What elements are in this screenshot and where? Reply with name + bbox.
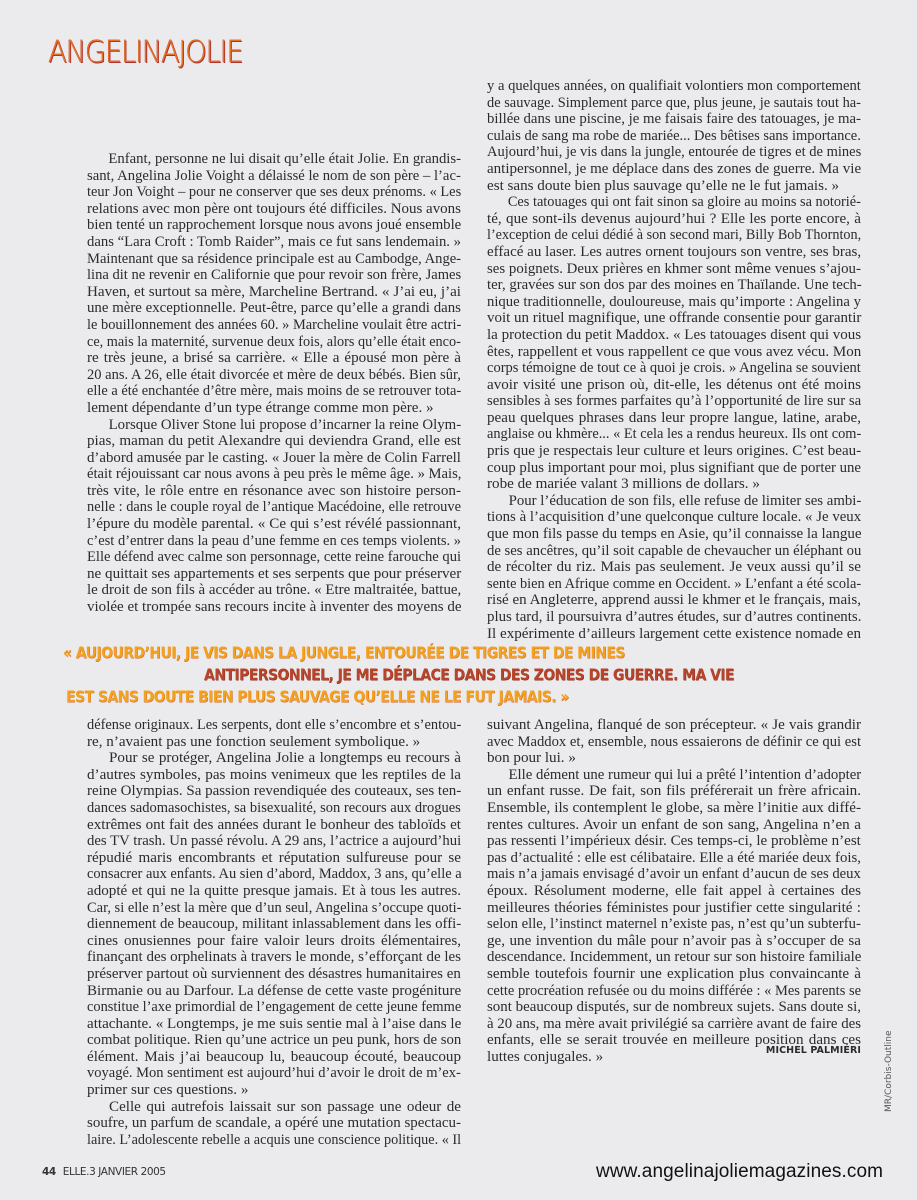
article-line: violée et trompée sans recours incite à inventer des moyens de: [87, 599, 462, 616]
article-line: de récolter du riz. Mais pas seulement. Je veux aussi qu’il se: [487, 559, 861, 576]
article-line: ge, une invention du mâle pour n’avoir pas à s’occuper de sa: [487, 932, 861, 949]
article-line: plus tard, il poursuivra d’autres études, sur d’autres continents.: [487, 609, 862, 625]
article-line: attachante. « Longtemps, je me suis sentie mal à l’aise dans le: [87, 1015, 462, 1032]
article-line: luttes conjugales. »: [487, 1048, 604, 1065]
article-line: Il expérimente d’ailleurs largement cette existence nomade en: [487, 625, 861, 642]
article-line: Pour l’éducation de son fils, elle refuse de limiter ses ambi-: [508, 492, 862, 509]
article-line: mais n’a jamais envisagé d’avoir un enfant d’aucun de ses deux: [487, 866, 861, 883]
article-line: Lorsque Oliver Stone lui propose d’incarner la reine Olym-: [108, 416, 462, 433]
page-footer: [42, 1166, 166, 1178]
article-line: corps témoigne de tout ce à quoi je crois. » Angelina se souvient: [487, 360, 861, 377]
article-line: cines onusiennes pour faire valoir leurs droits élémentaires,: [87, 932, 461, 949]
article-line: le bouillonnement des années 60. » Marcheline voulait être actri-: [87, 316, 462, 333]
article-line: Enfant, personne ne lui disait qu’elle était Jolie. En grandis-: [108, 151, 462, 167]
article-line: c’est d’entrer dans la peau d’une femme en ces temps violents. »: [87, 532, 462, 549]
article-line: Pour se protéger, Angelina Jolie a longtemps eu recours à: [109, 750, 461, 767]
article-line: combat politique. Rien qu’une actrice un peu punk, hors de son: [87, 1032, 462, 1049]
article-line: est sans doute bien plus sauvage qu’elle ne le fut jamais. »: [487, 177, 840, 194]
article-line: 20 ans. A 26, elle était divorcée et mère de deux bébés. Bien sûr,: [87, 366, 461, 383]
article-line: élément. Mais j’ai beaucoup lu, beaucoup écouté, beaucoup: [87, 1048, 461, 1065]
article-line: la protection du petit Maddox. « Les tatouages disent qui vous: [487, 326, 862, 343]
article-column-right-top: [487, 78, 861, 642]
article-paragraph: [487, 493, 861, 642]
article-line: Haven, et surtout sa mère, Marcheline Bertrand. « J’ai eu, j’ai: [87, 283, 461, 300]
page-title: ANGELINAJOLIE: [48, 35, 243, 70]
article-line: Ces tatouages qui ont fait sinon sa gloire au moins sa notorié-: [507, 194, 861, 211]
article-line: sont beaucoup disputés, sur de nombreux sujets. Sans doute si,: [487, 999, 861, 1016]
article-line: billée dans une piscine, je me faisais faire des tatouages, je ma-: [487, 111, 861, 128]
article-paragraph: [487, 194, 861, 493]
article-line: défense originaux. Les serpents, dont elle s’encombre et s’entou-: [87, 717, 462, 733]
article-line: avec Maddox et, ensemble, nous essaierons de définir ce qui est: [487, 733, 862, 750]
article-paragraph: [487, 767, 861, 1066]
article-line: suivant Angelina, flanqué de son précepteur. « Je vais grandir: [487, 717, 861, 733]
article-line: cette procréation refusée ou du moins différée : « Mes parents se: [487, 982, 862, 999]
watermark-url[interactable]: www.angelinajoliemagazines.com: [596, 1161, 884, 1182]
article-line: répudié maris encombrants et réputation sulfureuse pour se: [87, 849, 461, 866]
article-line: que mon fils passe du temps en Asie, qu’il connaisse la langue: [487, 526, 862, 543]
publication-date: ELLE.3 JANVIER 2005: [62, 1166, 166, 1178]
article-line: très vite, le rôle entre en résonance avec son histoire person-: [87, 482, 461, 499]
article-line: y a quelques années, on qualifiait volontiers mon comportement: [487, 78, 861, 94]
article-line: ter, gravées sur son dos par des moines en Thaïlande. Une tech-: [487, 277, 862, 294]
article-line: sant, Angelina Jolie Voight a délaissé le nom de son père – l’ac-: [87, 167, 461, 184]
article-line: voit un rituel magnifique, une offrande consentie pour garantir: [487, 310, 862, 327]
article-line: Celle qui autrefois laissait sur son passage une odeur de: [109, 1098, 461, 1115]
article-column-left-bottom: [87, 717, 461, 1148]
article-line: l’épure du modèle parental. « Ce qui s’est révélé passionnant,: [87, 516, 461, 533]
article-line: antipersonnel, je me déplace dans des zones de guerre. Ma vie: [487, 160, 862, 177]
article-line: Ensemble, ils contemplent le globe, sa mère l’initie aux diffé-: [487, 799, 861, 816]
page-number: 44: [42, 1166, 56, 1178]
article-line: des TV trash. Un passé révolu. A 29 ans, l’actrice a aujourd’hui: [87, 833, 462, 850]
article-line: selon elle, l’instinct maternel n’existe pas, n’est qu’un subterfu-: [487, 916, 861, 933]
pull-quote-line: EST SANS DOUTE BIEN PLUS SAUVAGE QU’ELLE NE LE FUT JAMAIS. »: [66, 687, 569, 706]
article-paragraph: [487, 717, 861, 767]
photo-credit: MR/Corbis-Outline: [884, 1030, 894, 1112]
article-line: re très jeune, a brisé sa carrière. « Elle a épousé mon père à: [87, 350, 461, 367]
article-line: soufre, un parfum de scandale, a opéré une mutation spectacu-: [87, 1115, 461, 1132]
article-line: Birmanie ou au Darfour. La défense de cette vaste progéniture: [87, 982, 462, 999]
article-line: préserver partout où surviennent des désastres humanitaires en: [87, 965, 461, 982]
article-line: teur Jon Voight – pour ne conserver que ses deux prénoms. « Les: [87, 184, 462, 201]
article-line: finançant des orphelinats à travers le monde, s’efforçant de les: [87, 949, 461, 966]
article-line: ses poignets. Deux prières en khmer sont même venues s’ajou-: [487, 260, 861, 277]
article-paragraph: [487, 78, 861, 194]
article-line: voyagé. Mon sentiment est aujourd’hui d’avoir le droit de m’ex-: [87, 1065, 461, 1082]
article-line: bon pour lui. »: [487, 750, 576, 767]
article-line: risé en Angleterre, apprend aussi le khmer et le français, mais,: [487, 592, 861, 609]
article-line: Aujourd’hui, je vis dans la jungle, entourée de tigres et de mines: [487, 144, 862, 161]
article-line: culais de sang ma robe de mariée... Des bêtises sans importance.: [487, 127, 861, 144]
article-column-right-bottom: [487, 717, 861, 1065]
article-line: époux. Résolument moderne, elle fait appel à certaines des: [487, 882, 861, 899]
article-line: constitue l’axe primordial de l’engagement de cette jeune femme: [87, 999, 462, 1016]
article-line: re, n’avaient pas une fonction seulement symbolique. »: [87, 733, 421, 750]
pull-quote-line: ANTIPERSONNEL, JE ME DÉPLACE DANS DES ZONES DE GUERRE. MA VIE: [204, 665, 734, 684]
article-line: nelle : dans le couple royal de l’antique Macédoine, elle retrouve: [87, 499, 461, 516]
article-line: enfants, elle se serait trouvée en meilleure position dans ces: [487, 1032, 861, 1049]
article-paragraph: [87, 750, 461, 1098]
article-paragraph: [87, 417, 461, 616]
article-line: pris que je respectais leur culture et leurs origines. C’est beau-: [487, 443, 862, 460]
article-paragraph: [87, 1099, 461, 1149]
article-line: ce, mais la maternité, survenue deux fois, alors qu’elle était enco-: [87, 333, 461, 350]
article-line: le droit de son fils à accéder au trône. « Etre maltraitée, battue,: [87, 582, 462, 599]
article-line: lement dépendante d’un type étrange comme mon père. »: [87, 399, 434, 416]
article-line: pas ressenti l’impérieux désir. Ces temps-ci, le problème n’est: [487, 833, 861, 850]
article-line: coup plus important pour moi, plus signifiant que de porter une: [487, 459, 861, 476]
article-line: laire. L’adolescente rebelle a acquis une conscience politique. « Il: [87, 1131, 462, 1148]
article-line: Elle défend avec calme son personnage, cette reine farouche qui: [87, 549, 462, 566]
article-line: semble toutefois fournir une explication plus convaincante à: [487, 965, 861, 982]
article-line: de sauvage. Simplement parce que, plus jeune, je sautais tout ha-: [487, 94, 861, 111]
article-line: adopté et qui ne la quitte presque jamais. Et à tous les autres.: [87, 882, 461, 899]
article-paragraph: [87, 717, 461, 750]
article-line: primer sur ces questions. »: [87, 1082, 249, 1099]
pull-quote: [0, 640, 917, 716]
article-line: rentes cultures. Avoir un enfant de son sang, Angelina n’en a: [487, 816, 861, 833]
article-line: lina dit ne revenir en Californie que pour revoir son frère, James: [87, 267, 462, 284]
article-line: consacrer aux enfants. Au sien d’abord, Maddox, 3 ans, qu’elle a: [87, 866, 462, 883]
article-line: une mère exceptionnelle. Peut-être, parce qu’elle a grandi dans: [87, 300, 461, 317]
author-byline: MICHEL PALMIÉRI: [765, 1045, 861, 1056]
article-line: nique traditionnelle, douloureuse, mais qu’importe : Angelina y: [487, 293, 862, 310]
article-line: Maintenant que sa résidence principale est au Cambodge, Ange-: [87, 250, 462, 267]
article-line: extrêmes ont fait des années durant le bonheur des tabloïds et: [87, 816, 461, 833]
article-line: êtes, rappellent et vous rappellent ce que vous avez vécu. Mon: [487, 343, 862, 360]
article-line: dans “Lara Croft : Tomb Raider”, mais ce fut sans lendemain. »: [87, 233, 462, 250]
article-column-left-top: [87, 151, 461, 616]
article-line: d’abord amusée par le casting. « Jouer la mère de Colin Farrell: [87, 449, 461, 466]
article-line: un enfant russe. De fait, son fils préférerait un frère africain.: [487, 783, 861, 800]
article-line: peau quelques phrases dans leur propre langue, latine, arabe,: [487, 409, 861, 426]
article-line: à 20 ans, ma mère avait privilégié sa carrière avant de faire des: [487, 1015, 862, 1032]
pull-quote-line: « AUJOURD’HUI, JE VIS DANS LA JUNGLE, ENTOURÉE DE TIGRES ET DE MINES: [63, 643, 625, 662]
article-line: pias, maman du petit Alexandre qui deviendra Grand, elle est: [87, 433, 461, 450]
article-line: sente bien en Afrique comme en Occident. » L’enfant a été scola-: [487, 575, 862, 592]
article-line: té, que sont-ils devenus aujourd’hui ? Elle les porte encore, à: [487, 210, 861, 227]
article-line: d’autres symboles, pas moins venimeux que les reptiles de la: [87, 766, 461, 783]
article-line: avoir visité une prison où, dit-elle, les détenus ont été moins: [487, 376, 861, 393]
article-line: elle a été enchantée d’être mère, mais moins de se retrouver tota-: [87, 383, 462, 400]
article-line: diennement de beaucoup, militant inlassablement dans les offi-: [87, 916, 462, 933]
article-line: tions à l’acquisition d’une quelconque culture locale. « Je veux: [487, 509, 862, 526]
article-line: pas d’actualité : elle est célibataire. Elle a été mariée deux fois,: [487, 849, 862, 866]
article-line: robe de mariée valant 3 millions de dollars. »: [487, 476, 760, 493]
article-line: meilleures théories féministes pour justifier cette singularité :: [487, 899, 861, 916]
article-line: Car, si elle n’est la mère que d’un seul, Angelina s’occupe quoti-: [87, 899, 462, 916]
article-line: Elle dément une rumeur qui lui a prêté l’intention d’adopter: [508, 766, 862, 783]
article-line: de ses ancêtres, qu’il soit capable de chevaucher un éléphant ou: [487, 542, 862, 559]
article-line: relations avec mon père ont toujours été difficiles. Nous avons: [87, 200, 461, 217]
article-line: anglaise ou khmère... « Et cela les a rendus heureux. Ils ont com-: [487, 426, 862, 443]
article-line: sensibles à ses formes parfaites qu’à l’opportunité de lire sur sa: [487, 393, 862, 410]
article-line: descendance. Incidemment, un retour sur son histoire familiale: [487, 949, 862, 966]
article-line: effacé au laser. Les autres ornent toujours son ventre, ses bras,: [487, 243, 862, 260]
article-line: bien tenté un rapprochement lorsque nous avons joué ensemble: [87, 217, 462, 234]
article-line: ne quittait ses appartements et ses serpents que pour préserver: [87, 565, 462, 582]
article-line: était réjouissant car nous avons à peu près le même âge. » Mais,: [87, 466, 462, 483]
article-line: dances sadomasochistes, sa bisexualité, son recours aux drogues: [87, 799, 461, 816]
article-line: l’exception de celui dédié à son second mari, Billy Bob Thornton,: [487, 227, 862, 244]
article-paragraph: [87, 151, 461, 417]
article-line: reine Olympias. Sa passion revendiquée des couteaux, ses ten-: [87, 783, 462, 800]
